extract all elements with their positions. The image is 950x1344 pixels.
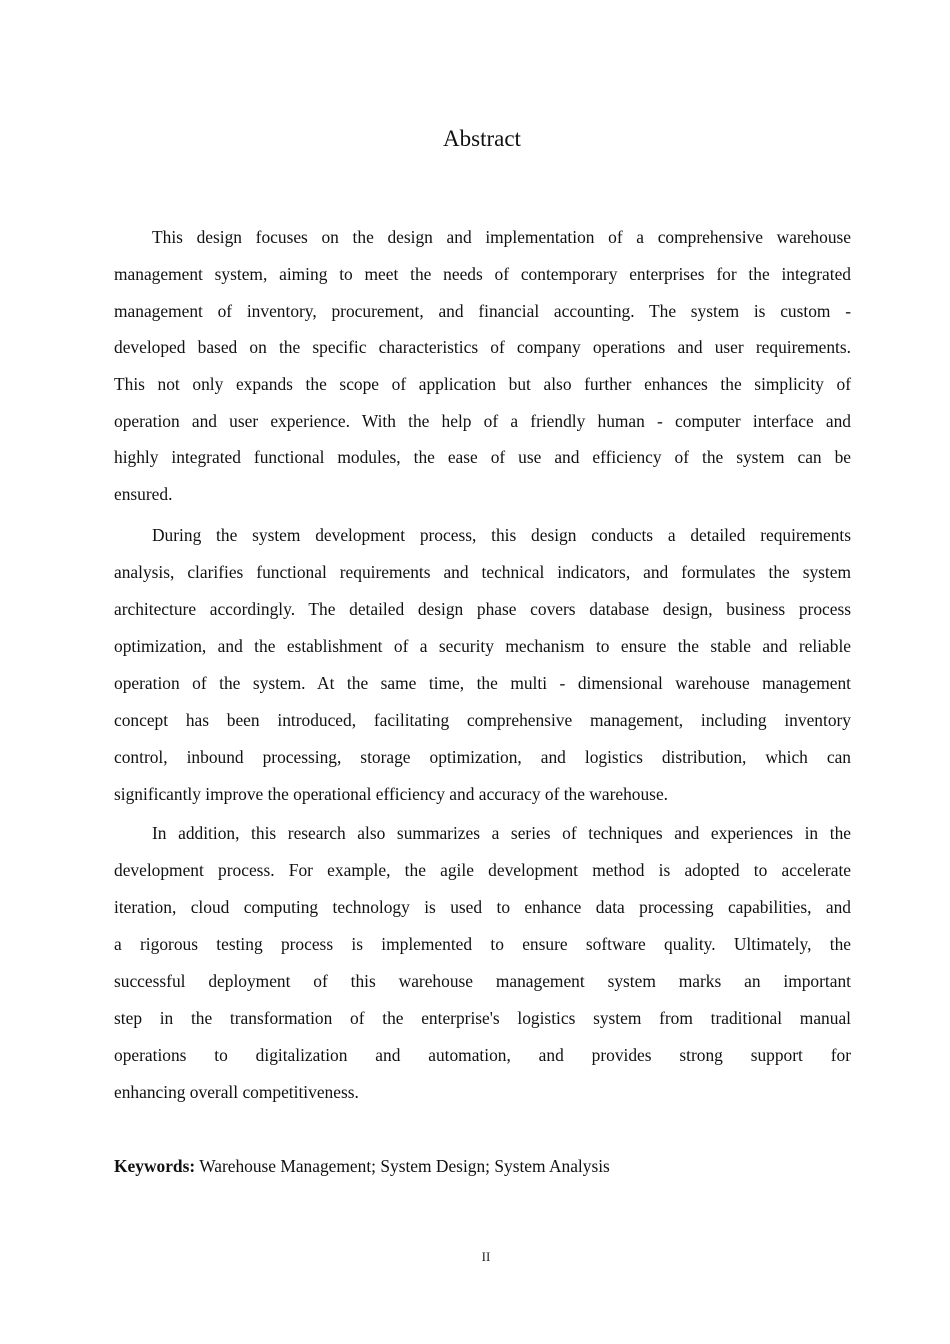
keywords-line <box>114 1154 610 1178</box>
paragraph-line: This design focuses on the design and implementation of a comprehensive warehouse <box>152 227 851 247</box>
paragraph-line: control, inbound processing, storage optimization, and logistics distribution, which can <box>114 747 851 767</box>
paragraph-line: ensured. <box>114 484 173 504</box>
page-title: Abstract <box>443 126 521 151</box>
paragraph-line: step in the transformation of the enterprise's logistics system from traditional manual <box>114 1008 851 1028</box>
paragraph-line: successful deployment of this warehouse management system marks an important <box>114 971 851 991</box>
paragraph-line: operation and user experience. With the help of a friendly human - computer interface and <box>114 411 851 431</box>
paragraph-line: analysis, clarifies functional requirements and technical indicators, and formulates the system <box>114 562 851 582</box>
paragraph-line: management of inventory, procurement, and financial accounting. The system is custom - <box>114 301 851 321</box>
keywords-value: Warehouse Management; System Design; System Analysis <box>199 1156 610 1176</box>
paragraph-line: operation of the system. At the same time, the multi - dimensional warehouse management <box>114 673 851 693</box>
paragraph-line: development process. For example, the agile development method is adopted to accelerate <box>114 860 851 880</box>
paragraph-line: iteration, cloud computing technology is used to enhance data processing capabilities, and <box>114 897 851 917</box>
paragraph-line: a rigorous testing process is implemented to ensure software quality. Ultimately, the <box>114 934 851 954</box>
paragraph-line: concept has been introduced, facilitating comprehensive management, including inventory <box>114 710 851 730</box>
page-number: II <box>481 1249 491 1264</box>
paragraph-line: This not only expands the scope of application but also further enhances the simplicity of <box>114 374 851 394</box>
paragraph-line: optimization, and the establishment of a security mechanism to ensure the stable and reliable <box>114 636 851 656</box>
paragraph-line: During the system development process, this design conducts a detailed requirements <box>152 525 851 545</box>
paragraph-line: In addition, this research also summarizes a series of techniques and experiences in the <box>152 823 851 843</box>
paragraph-line: developed based on the specific characteristics of company operations and user requirements. <box>114 337 851 357</box>
paragraph-line: operations to digitalization and automation, and provides strong support for <box>114 1045 851 1065</box>
paragraph-line: highly integrated functional modules, the ease of use and efficiency of the system can be <box>114 447 851 467</box>
paragraph-line: significantly improve the operational efficiency and accuracy of the warehouse. <box>114 784 669 804</box>
paragraph-line: architecture accordingly. The detailed design phase covers database design, business process <box>114 599 851 619</box>
paragraph-line: enhancing overall competitiveness. <box>114 1082 359 1102</box>
keywords-label: Keywords: <box>114 1156 196 1176</box>
paragraph-line: management system, aiming to meet the needs of contemporary enterprises for the integrated <box>114 264 851 284</box>
